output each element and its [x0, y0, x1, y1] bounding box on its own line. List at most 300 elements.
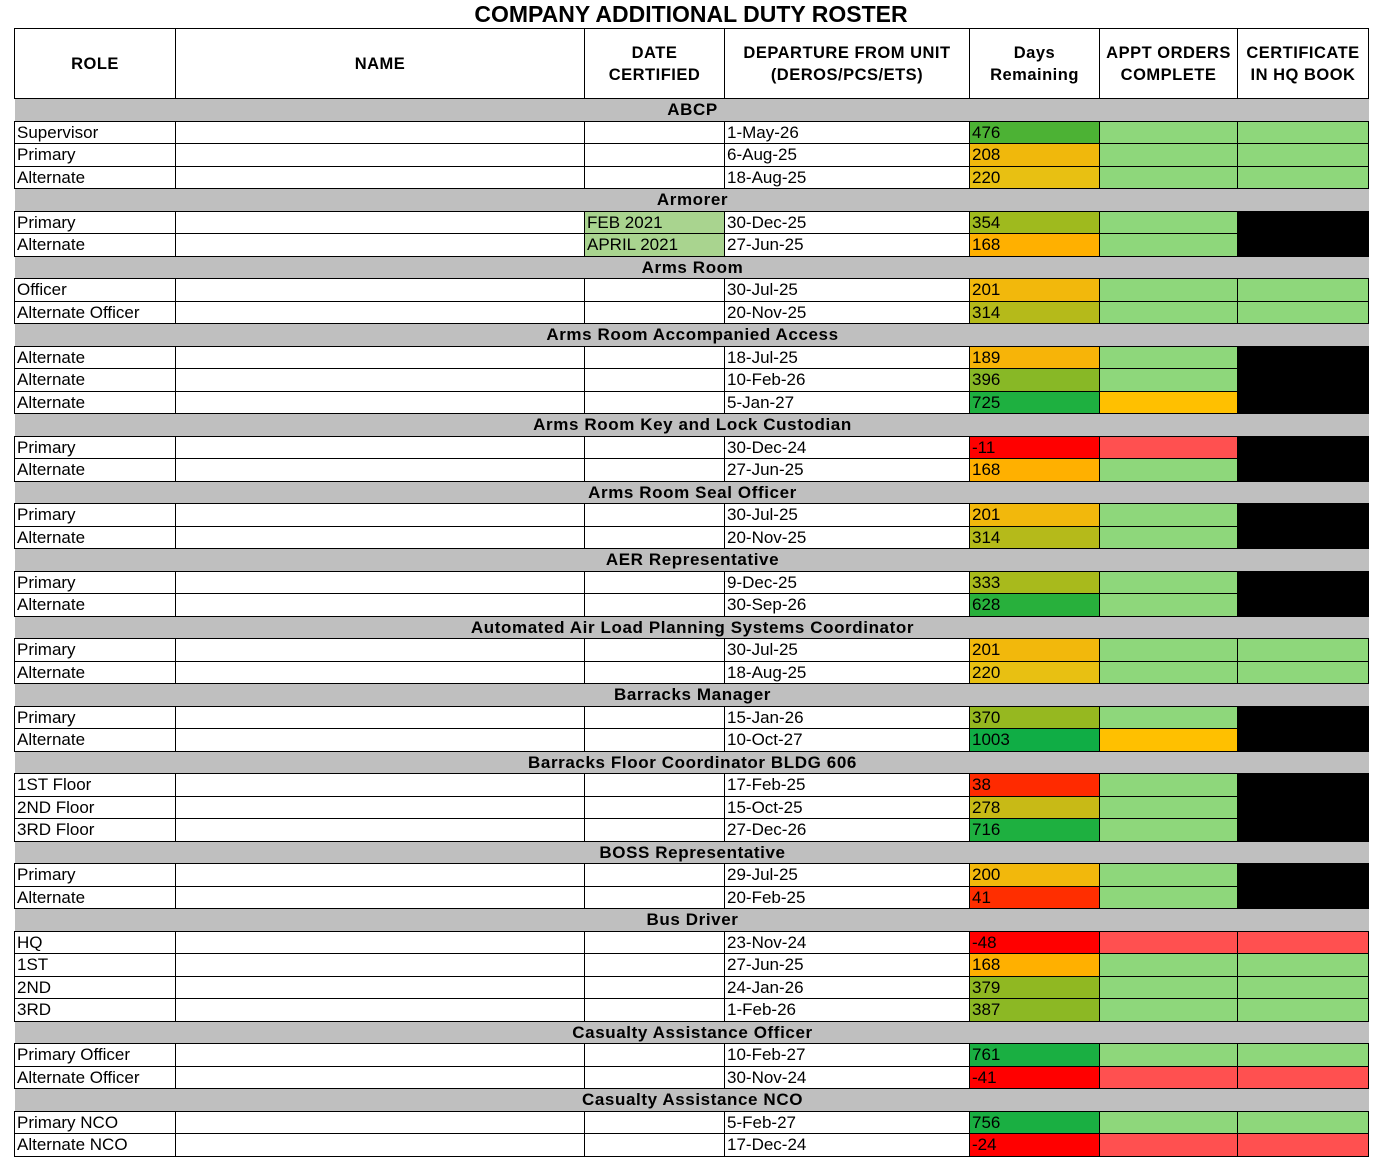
certificate-status-cell — [1238, 211, 1369, 234]
certificate-status-cell — [1238, 886, 1369, 909]
certificate-status-cell — [1238, 1044, 1369, 1067]
certificate-status-cell — [1238, 976, 1369, 999]
name-cell[interactable] — [176, 1044, 585, 1067]
section-title: Barracks Floor Coordinator BLDG 606 — [15, 751, 1369, 774]
appt-orders-status-cell — [1100, 976, 1238, 999]
days-remaining-cell: 168 — [970, 954, 1100, 977]
appt-orders-status-cell — [1100, 459, 1238, 482]
name-cell[interactable] — [176, 639, 585, 662]
appt-orders-status-cell — [1100, 594, 1238, 617]
certificate-status-cell — [1238, 819, 1369, 842]
departure-date-cell: 17-Dec-24 — [725, 1134, 970, 1157]
column-header-role: ROLE — [15, 29, 176, 99]
appt-orders-status-cell — [1100, 504, 1238, 527]
role-cell: Alternate — [15, 729, 176, 752]
days-remaining-cell: 1003 — [970, 729, 1100, 752]
name-cell[interactable] — [176, 571, 585, 594]
certificate-status-cell — [1238, 391, 1369, 414]
date-certified-cell[interactable] — [585, 796, 725, 819]
certificate-status-cell — [1238, 661, 1369, 684]
certificate-status-cell — [1238, 234, 1369, 257]
section-header-row — [15, 481, 1369, 504]
section-title: Automated Air Load Planning Systems Coordinator — [15, 616, 1369, 639]
table-row — [15, 976, 1369, 999]
role-cell: Alternate — [15, 594, 176, 617]
role-cell: 3RD Floor — [15, 819, 176, 842]
date-certified-cell[interactable] — [585, 504, 725, 527]
departure-date-cell: 5-Jan-27 — [725, 391, 970, 414]
appt-orders-status-cell — [1100, 121, 1238, 144]
date-certified-cell[interactable] — [585, 931, 725, 954]
section-title: ABCP — [15, 99, 1369, 122]
date-certified-cell[interactable] — [585, 639, 725, 662]
role-cell: Primary — [15, 571, 176, 594]
name-cell[interactable] — [176, 234, 585, 257]
certificate-status-cell — [1238, 864, 1369, 887]
name-cell[interactable] — [176, 954, 585, 977]
table-row — [15, 279, 1369, 302]
role-cell: Primary — [15, 504, 176, 527]
table-row — [15, 594, 1369, 617]
table-row — [15, 774, 1369, 797]
section-header-row — [15, 414, 1369, 437]
date-certified-cell[interactable]: FEB 2021 — [585, 211, 725, 234]
days-remaining-cell: 396 — [970, 369, 1100, 392]
date-certified-cell[interactable] — [585, 1044, 725, 1067]
section-title: Arms Room Key and Lock Custodian — [15, 414, 1369, 437]
days-remaining-cell: 333 — [970, 571, 1100, 594]
certificate-status-cell — [1238, 639, 1369, 662]
date-certified-cell[interactable] — [585, 594, 725, 617]
certificate-status-cell — [1238, 369, 1369, 392]
days-remaining-cell: 189 — [970, 346, 1100, 369]
departure-date-cell: 30-Jul-25 — [725, 504, 970, 527]
days-remaining-cell: 220 — [970, 661, 1100, 684]
role-cell: Supervisor — [15, 121, 176, 144]
certificate-status-cell — [1238, 166, 1369, 189]
role-cell: Alternate — [15, 234, 176, 257]
role-cell: Officer — [15, 279, 176, 302]
days-remaining-cell: 201 — [970, 639, 1100, 662]
appt-orders-status-cell — [1100, 886, 1238, 909]
date-certified-cell[interactable] — [585, 279, 725, 302]
role-cell: Alternate — [15, 391, 176, 414]
name-cell[interactable] — [176, 706, 585, 729]
table-row — [15, 144, 1369, 167]
section-title: Bus Driver — [15, 909, 1369, 932]
days-remaining-cell: 379 — [970, 976, 1100, 999]
name-cell[interactable] — [176, 819, 585, 842]
section-title: Casualty Assistance NCO — [15, 1089, 1369, 1112]
appt-orders-status-cell — [1100, 301, 1238, 324]
departure-date-cell: 10-Oct-27 — [725, 729, 970, 752]
section-header-row — [15, 909, 1369, 932]
name-cell[interactable] — [176, 976, 585, 999]
name-cell[interactable] — [176, 594, 585, 617]
days-remaining-cell: 354 — [970, 211, 1100, 234]
departure-date-cell: 18-Jul-25 — [725, 346, 970, 369]
date-certified-cell[interactable] — [585, 121, 725, 144]
date-certified-cell[interactable] — [585, 369, 725, 392]
section-header-row — [15, 841, 1369, 864]
departure-date-cell: 27-Jun-25 — [725, 954, 970, 977]
appt-orders-status-cell — [1100, 369, 1238, 392]
section-header-row — [15, 751, 1369, 774]
appt-orders-status-cell — [1100, 774, 1238, 797]
departure-date-cell: 20-Nov-25 — [725, 301, 970, 324]
date-certified-cell[interactable] — [585, 976, 725, 999]
table-row — [15, 369, 1369, 392]
table-row — [15, 999, 1369, 1022]
name-cell[interactable] — [176, 279, 585, 302]
name-cell[interactable] — [176, 369, 585, 392]
name-cell[interactable] — [176, 774, 585, 797]
date-certified-cell[interactable] — [585, 459, 725, 482]
column-header-certificate: CERTIFICATE IN HQ BOOK — [1238, 29, 1369, 99]
appt-orders-status-cell — [1100, 279, 1238, 302]
appt-orders-status-cell — [1100, 864, 1238, 887]
departure-date-cell: 15-Oct-25 — [725, 796, 970, 819]
date-certified-cell[interactable] — [585, 144, 725, 167]
name-cell[interactable] — [176, 864, 585, 887]
date-certified-cell[interactable] — [585, 301, 725, 324]
certificate-status-cell — [1238, 954, 1369, 977]
departure-date-cell: 24-Jan-26 — [725, 976, 970, 999]
table-row — [15, 526, 1369, 549]
days-remaining-cell: 716 — [970, 819, 1100, 842]
section-title: AER Representative — [15, 549, 1369, 572]
date-certified-cell[interactable] — [585, 954, 725, 977]
departure-date-cell: 30-Jul-25 — [725, 639, 970, 662]
name-cell[interactable] — [176, 391, 585, 414]
certificate-status-cell — [1238, 706, 1369, 729]
departure-date-cell: 27-Jun-25 — [725, 459, 970, 482]
date-certified-cell[interactable] — [585, 436, 725, 459]
table-row — [15, 459, 1369, 482]
departure-date-cell: 1-Feb-26 — [725, 999, 970, 1022]
date-certified-cell[interactable] — [585, 1134, 725, 1157]
appt-orders-status-cell — [1100, 526, 1238, 549]
section-title: Casualty Assistance Officer — [15, 1021, 1369, 1044]
table-row — [15, 864, 1369, 887]
certificate-status-cell — [1238, 729, 1369, 752]
name-cell[interactable] — [176, 121, 585, 144]
departure-date-cell: 27-Jun-25 — [725, 234, 970, 257]
name-cell[interactable] — [176, 886, 585, 909]
role-cell: 3RD — [15, 999, 176, 1022]
section-header-row — [15, 324, 1369, 347]
certificate-status-cell — [1238, 346, 1369, 369]
section-title: BOSS Representative — [15, 841, 1369, 864]
date-certified-cell[interactable] — [585, 1111, 725, 1134]
role-cell: 1ST — [15, 954, 176, 977]
certificate-status-cell — [1238, 459, 1369, 482]
date-certified-cell[interactable] — [585, 864, 725, 887]
departure-date-cell: 10-Feb-27 — [725, 1044, 970, 1067]
days-remaining-cell: 220 — [970, 166, 1100, 189]
table-row — [15, 121, 1369, 144]
column-header-departure: DEPARTURE FROM UNIT (DEROS/PCS/ETS) — [725, 29, 970, 99]
days-remaining-cell: 168 — [970, 459, 1100, 482]
departure-date-cell: 17-Feb-25 — [725, 774, 970, 797]
appt-orders-status-cell — [1100, 729, 1238, 752]
role-cell: Primary — [15, 211, 176, 234]
departure-date-cell: 20-Nov-25 — [725, 526, 970, 549]
name-cell[interactable] — [176, 166, 585, 189]
name-cell[interactable] — [176, 144, 585, 167]
name-cell[interactable] — [176, 346, 585, 369]
date-certified-cell[interactable] — [585, 774, 725, 797]
name-cell[interactable] — [176, 1066, 585, 1089]
table-row — [15, 1134, 1369, 1157]
table-row — [15, 931, 1369, 954]
days-remaining-cell: -48 — [970, 931, 1100, 954]
departure-date-cell: 29-Jul-25 — [725, 864, 970, 887]
table-row — [15, 706, 1369, 729]
name-cell[interactable] — [176, 504, 585, 527]
date-certified-cell[interactable] — [585, 706, 725, 729]
departure-date-cell: 30-Jul-25 — [725, 279, 970, 302]
certificate-status-cell — [1238, 1134, 1369, 1157]
certificate-status-cell — [1238, 931, 1369, 954]
certificate-status-cell — [1238, 999, 1369, 1022]
date-certified-cell[interactable] — [585, 526, 725, 549]
departure-date-cell: 30-Sep-26 — [725, 594, 970, 617]
table-row — [15, 391, 1369, 414]
appt-orders-status-cell — [1100, 1044, 1238, 1067]
table-row — [15, 166, 1369, 189]
date-certified-cell[interactable] — [585, 346, 725, 369]
table-row — [15, 729, 1369, 752]
appt-orders-status-cell — [1100, 391, 1238, 414]
certificate-status-cell — [1238, 504, 1369, 527]
section-header-row — [15, 684, 1369, 707]
table-row — [15, 234, 1369, 257]
date-certified-cell[interactable] — [585, 166, 725, 189]
column-header-name: NAME — [176, 29, 585, 99]
name-cell[interactable] — [176, 301, 585, 324]
date-certified-cell[interactable] — [585, 999, 725, 1022]
role-cell: Alternate — [15, 346, 176, 369]
role-cell: Primary — [15, 144, 176, 167]
roster-body — [15, 99, 1369, 1157]
days-remaining-cell: 278 — [970, 796, 1100, 819]
appt-orders-status-cell — [1100, 1134, 1238, 1157]
role-cell: 1ST Floor — [15, 774, 176, 797]
name-cell[interactable] — [176, 729, 585, 752]
appt-orders-status-cell — [1100, 571, 1238, 594]
role-cell: HQ — [15, 931, 176, 954]
role-cell: Primary — [15, 639, 176, 662]
name-cell[interactable] — [176, 459, 585, 482]
days-remaining-cell: 628 — [970, 594, 1100, 617]
date-certified-cell[interactable] — [585, 729, 725, 752]
role-cell: Primary NCO — [15, 1111, 176, 1134]
name-cell[interactable] — [176, 526, 585, 549]
column-header-date-certified: DATE CERTIFIED — [585, 29, 725, 99]
section-title: Arms Room Seal Officer — [15, 481, 1369, 504]
appt-orders-status-cell — [1100, 931, 1238, 954]
days-remaining-cell: 314 — [970, 526, 1100, 549]
appt-orders-status-cell — [1100, 211, 1238, 234]
days-remaining-cell: 201 — [970, 279, 1100, 302]
table-row — [15, 346, 1369, 369]
departure-date-cell: 6-Aug-25 — [725, 144, 970, 167]
section-header-row — [15, 616, 1369, 639]
table-row — [15, 1111, 1369, 1134]
table-row — [15, 436, 1369, 459]
role-cell: Primary — [15, 864, 176, 887]
role-cell: Alternate — [15, 886, 176, 909]
section-title: Arms Room — [15, 256, 1369, 279]
days-remaining-cell: 761 — [970, 1044, 1100, 1067]
section-header-row — [15, 1021, 1369, 1044]
appt-orders-status-cell — [1100, 639, 1238, 662]
section-title: Arms Room Accompanied Access — [15, 324, 1369, 347]
role-cell: Alternate Officer — [15, 301, 176, 324]
appt-orders-status-cell — [1100, 796, 1238, 819]
name-cell[interactable] — [176, 999, 585, 1022]
departure-date-cell: 10-Feb-26 — [725, 369, 970, 392]
role-cell: Alternate — [15, 526, 176, 549]
certificate-status-cell — [1238, 594, 1369, 617]
duty-roster-table — [14, 28, 1369, 1157]
departure-date-cell: 30-Dec-24 — [725, 436, 970, 459]
departure-date-cell: 30-Nov-24 — [725, 1066, 970, 1089]
role-cell: Primary Officer — [15, 1044, 176, 1067]
table-row — [15, 1044, 1369, 1067]
date-certified-cell[interactable] — [585, 886, 725, 909]
table-row — [15, 1066, 1369, 1089]
days-remaining-cell: 756 — [970, 1111, 1100, 1134]
appt-orders-status-cell — [1100, 819, 1238, 842]
days-remaining-cell: -11 — [970, 436, 1100, 459]
table-row — [15, 571, 1369, 594]
appt-orders-status-cell — [1100, 999, 1238, 1022]
role-cell: Primary — [15, 706, 176, 729]
roster-title: COMPANY ADDITIONAL DUTY ROSTER — [474, 1, 908, 27]
name-cell[interactable] — [176, 436, 585, 459]
departure-date-cell: 15-Jan-26 — [725, 706, 970, 729]
column-header-days-remaining: Days Remaining — [970, 29, 1100, 99]
date-certified-cell[interactable] — [585, 1066, 725, 1089]
name-cell[interactable] — [176, 1134, 585, 1157]
departure-date-cell: 27-Dec-26 — [725, 819, 970, 842]
certificate-status-cell — [1238, 436, 1369, 459]
appt-orders-status-cell — [1100, 661, 1238, 684]
table-row — [15, 819, 1369, 842]
date-certified-cell[interactable] — [585, 571, 725, 594]
departure-date-cell: 18-Aug-25 — [725, 661, 970, 684]
role-cell: Alternate — [15, 369, 176, 392]
days-remaining-cell: 725 — [970, 391, 1100, 414]
table-row — [15, 796, 1369, 819]
certificate-status-cell — [1238, 796, 1369, 819]
certificate-status-cell — [1238, 774, 1369, 797]
name-cell[interactable] — [176, 1111, 585, 1134]
departure-date-cell: 18-Aug-25 — [725, 166, 970, 189]
role-cell: Alternate — [15, 459, 176, 482]
certificate-status-cell — [1238, 1066, 1369, 1089]
date-certified-cell[interactable]: APRIL 2021 — [585, 234, 725, 257]
appt-orders-status-cell — [1100, 346, 1238, 369]
table-row — [15, 661, 1369, 684]
name-cell[interactable] — [176, 931, 585, 954]
days-remaining-cell: -41 — [970, 1066, 1100, 1089]
appt-orders-status-cell — [1100, 436, 1238, 459]
certificate-status-cell — [1238, 526, 1369, 549]
days-remaining-cell: 201 — [970, 504, 1100, 527]
section-title: Armorer — [15, 189, 1369, 212]
date-certified-cell[interactable] — [585, 661, 725, 684]
appt-orders-status-cell — [1100, 1066, 1238, 1089]
section-header-row — [15, 1089, 1369, 1112]
certificate-status-cell — [1238, 279, 1369, 302]
table-row — [15, 211, 1369, 234]
days-remaining-cell: 200 — [970, 864, 1100, 887]
date-certified-cell[interactable] — [585, 819, 725, 842]
role-cell: Alternate — [15, 661, 176, 684]
section-header-row — [15, 189, 1369, 212]
departure-date-cell: 30-Dec-25 — [725, 211, 970, 234]
certificate-status-cell — [1238, 571, 1369, 594]
appt-orders-status-cell — [1100, 234, 1238, 257]
days-remaining-cell: -24 — [970, 1134, 1100, 1157]
table-row — [15, 886, 1369, 909]
section-header-row — [15, 549, 1369, 572]
certificate-status-cell — [1238, 144, 1369, 167]
departure-date-cell: 9-Dec-25 — [725, 571, 970, 594]
certificate-status-cell — [1238, 121, 1369, 144]
days-remaining-cell: 41 — [970, 886, 1100, 909]
column-header-appt-orders: APPT ORDERS COMPLETE — [1100, 29, 1238, 99]
role-cell: Alternate — [15, 166, 176, 189]
departure-date-cell: 5-Feb-27 — [725, 1111, 970, 1134]
days-remaining-cell: 314 — [970, 301, 1100, 324]
appt-orders-status-cell — [1100, 144, 1238, 167]
days-remaining-cell: 38 — [970, 774, 1100, 797]
role-cell: Alternate Officer — [15, 1066, 176, 1089]
days-remaining-cell: 387 — [970, 999, 1100, 1022]
appt-orders-status-cell — [1100, 954, 1238, 977]
section-title: Barracks Manager — [15, 684, 1369, 707]
appt-orders-status-cell — [1100, 166, 1238, 189]
date-certified-cell[interactable] — [585, 391, 725, 414]
role-cell: Primary — [15, 436, 176, 459]
section-header-row — [15, 256, 1369, 279]
certificate-status-cell — [1238, 301, 1369, 324]
name-cell[interactable] — [176, 211, 585, 234]
role-cell: Alternate NCO — [15, 1134, 176, 1157]
name-cell[interactable] — [176, 661, 585, 684]
table-row — [15, 639, 1369, 662]
table-row — [15, 504, 1369, 527]
table-row — [15, 954, 1369, 977]
name-cell[interactable] — [176, 796, 585, 819]
departure-date-cell: 1-May-26 — [725, 121, 970, 144]
role-cell: 2ND Floor — [15, 796, 176, 819]
departure-date-cell: 23-Nov-24 — [725, 931, 970, 954]
role-cell: 2ND — [15, 976, 176, 999]
certificate-status-cell — [1238, 1111, 1369, 1134]
days-remaining-cell: 476 — [970, 121, 1100, 144]
appt-orders-status-cell — [1100, 1111, 1238, 1134]
appt-orders-status-cell — [1100, 706, 1238, 729]
days-remaining-cell: 208 — [970, 144, 1100, 167]
departure-date-cell: 20-Feb-25 — [725, 886, 970, 909]
header-row — [15, 29, 1369, 99]
days-remaining-cell: 168 — [970, 234, 1100, 257]
